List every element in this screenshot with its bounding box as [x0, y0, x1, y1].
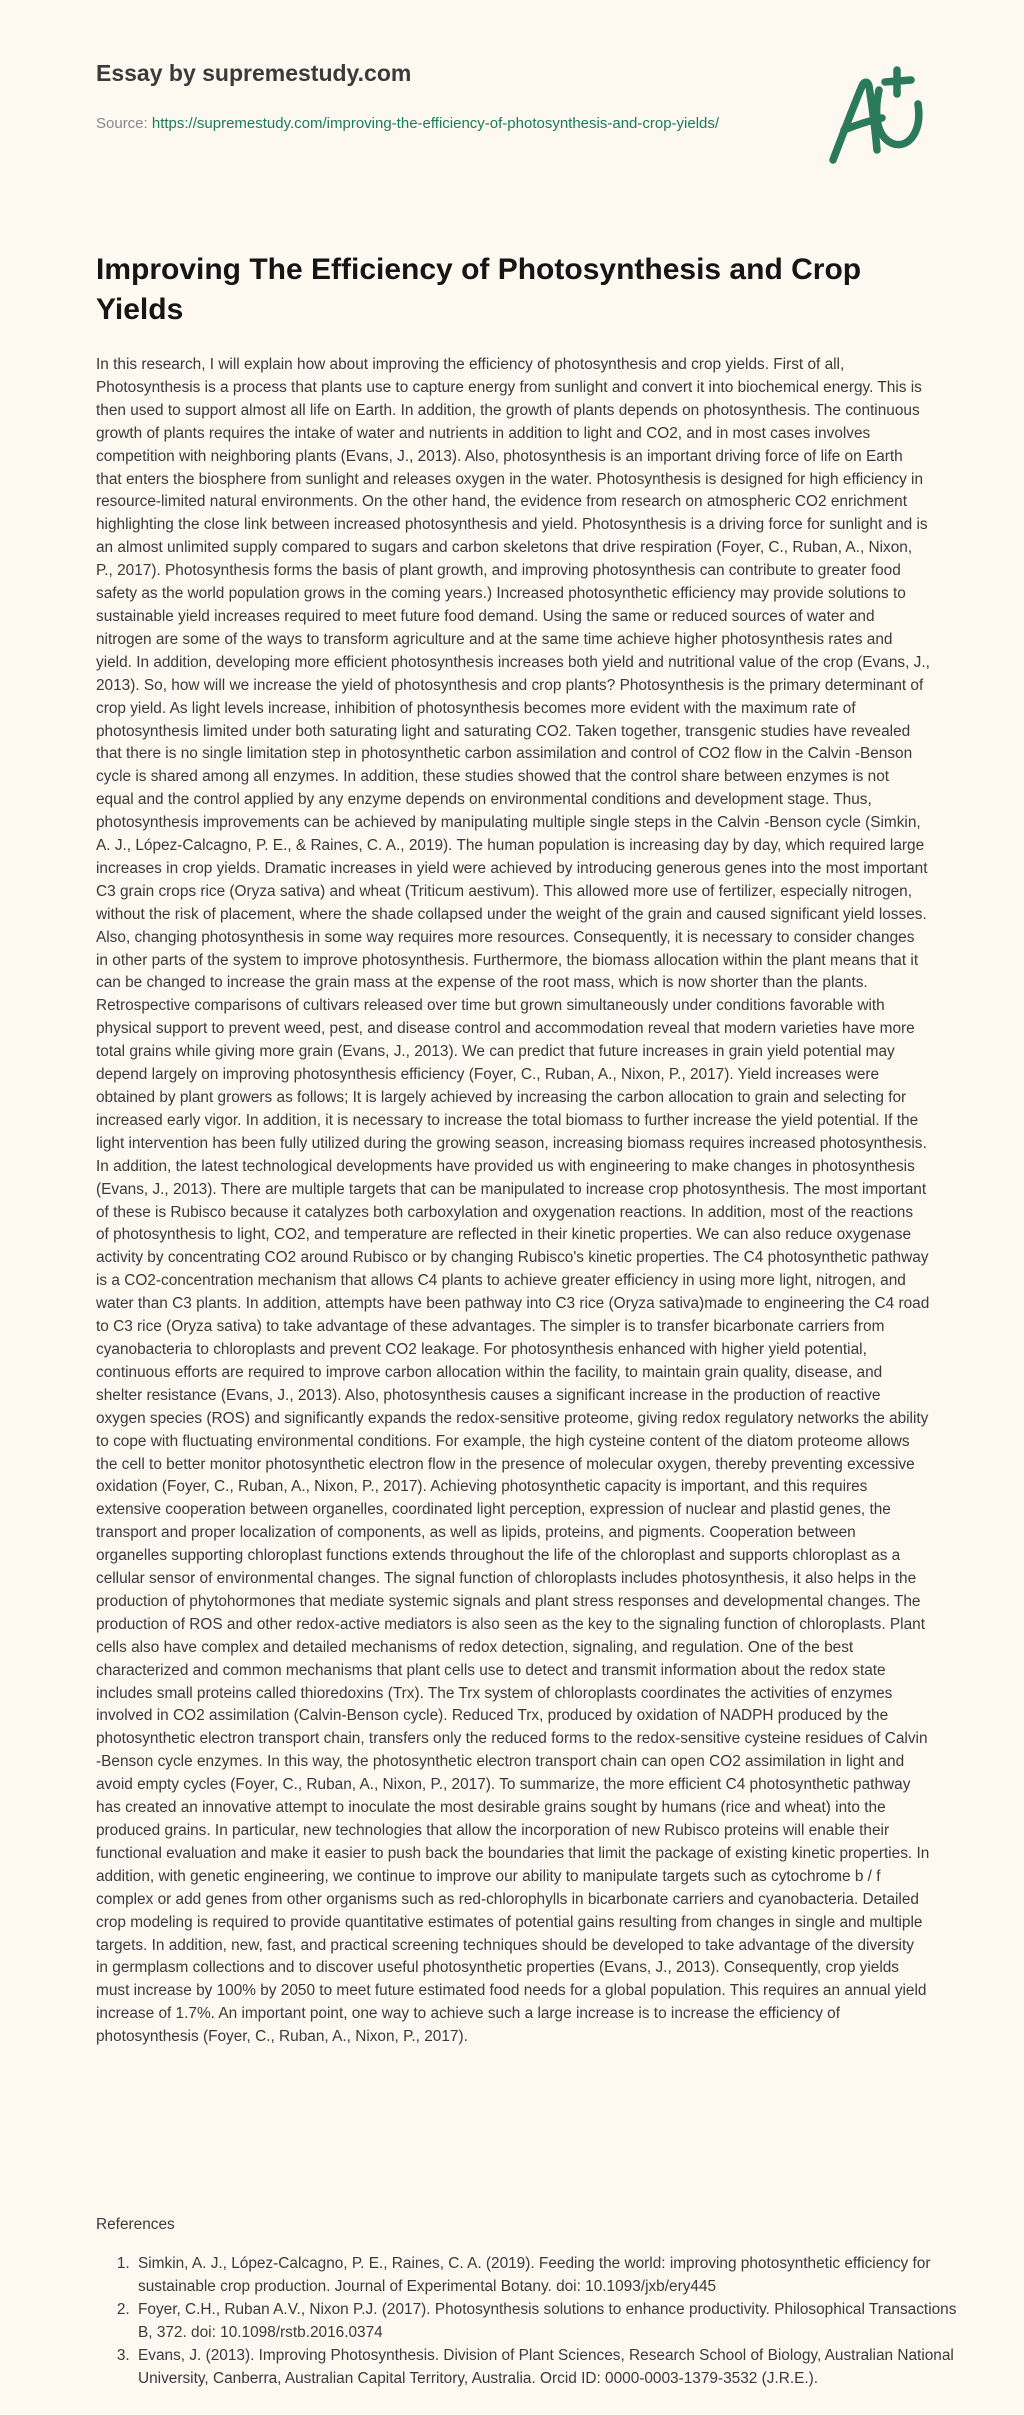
- source-link[interactable]: https://supremestudy.com/improving-the-efficiency-of-photosynthesis-and-crop-yields/: [151, 115, 720, 132]
- page-header: [96, 58, 776, 135]
- reference-item: 2. Foyer, C.H., Ruban A.V., Nixon P.J. (2017). Photosynthesis solutions to enhance productivity. Philosophical Transactions B, 372. doi: 10.1098/rstb.2016.0374: [134, 2299, 968, 2345]
- a-plus-logo-icon: [826, 64, 930, 168]
- source-line: [96, 112, 776, 135]
- essay-body: In this research, I will explain how about improving the efficiency of photosynthesis and crop yields. First of all, Photosynthesis is a process that plants use to capture energy from sunlight and convert it into biochemical energy. This is then used to support almost all life on Earth. In addition, the growth of plants depends on photosynthesis. The continuous growth of plants requires the intake of water and nutrients in addition to light and CO2, and in most cases involves competition with neighboring plants (Evans, J., 2013). Also, photosynthesis is an important driving force of life on Earth that enters the biosphere from sunlight and releases oxygen in the water. Photosynthesis is designed for high efficiency in resource-limited natural environments. On the other hand, the evidence from research on atmospheric CO2 enrichment highlighting the close link between increased photosynthesis and yield. Photosynthesis is a driving force for sunlight and is an almost unlimited supply compared to sugars and carbon skeletons that drive respiration (Foyer, C., Ruban, A., Nixon, P., 2017). Photosynthesis forms the basis of plant growth, and improving photosynthesis can contribute to greater food safety as the world population grows in the coming years.) Increased photosynthetic efficiency may provide solutions to sustainable yield increases required to meet future food demand. Using the same or reduced sources of water and nitrogen are some of the ways to transform agriculture and at the same time achieve higher photosynthesis rates and yield. In addition, developing more efficient photosynthesis increases both yield and nutritional value of the crop (Evans, J., 2013). So, how will we increase the yield of photosynthesis and crop plants? Photosynthesis is the primary determinant of crop yield. As light levels increase, inhibition of photosynthesis becomes more evident with the maximum rate of photosynthesis limited under both saturating light and saturating CO2. Taken together, transgenic studies have revealed that there is no single limitation step in photosynthetic carbon assimilation and control of CO2 flow in the Calvin -Benson cycle is shared among all enzymes. In addition, these studies showed that the control share between enzymes is not equal and the control applied by any enzyme depends on environmental conditions and development stage. Thus, photosynthesis improvements can be achieved by manipulating multiple single steps in the Calvin -Benson cycle (Simkin, A. J., López-Calcagno, P. E., & Raines, C. A., 2019). The human population is increasing day by day, which required large increases in crop yields. Dramatic increases in yield were achieved by introducing generous genes into the most important C3 grain crops rice (Oryza sativa) and wheat (Triticum aestivum). This allowed more use of fertilizer, especially nitrogen, without the risk of placement, where the shade collapsed under the weight of the grain and caused significant yield losses. Also, changing photosynthesis in some way requires more resources. Consequently, it is necessary to consider changes in other parts of the system to improve photosynthesis. Furthermore, the biomass allocation within the plant means that it can be changed to increase the grain mass at the expense of the root mass, which is now shorter than the plants. Retrospective comparisons of cultivars released over time but grown simultaneously under conditions favorable with physical support to prevent weed, pest, and disease control and accommodation reveal that modern varieties have more total grains while giving more grain (Evans, J., 2013). We can predict that future increases in grain yield potential may depend largely on improving photosynthesis efficiency (Foyer, C., Ruban, A., Nixon, P., 2017). Yield increases were obtained by plant growers as follows; It is largely achieved by increasing the carbon allocation to grain and selecting for increased early vigor. In addition, it is necessary to increase the total biomass to further increase the yield potential. If the light intervention has been fully utilized during the growing season, increasing biomass requires increased photosynthesis. In addition, the latest technological developments have provided us with engineering to make changes in photosynthesis (Evans, J., 2013). There are multiple targets that can be manipulated to increase crop photosynthesis. The most important of these is Rubisco because it catalyzes both carboxylation and oxygenation reactions. In addition, most of the reactions of photosynthesis to light, CO2, and temperature are reflected in their kinetic properties. We can also reduce oxygenase activity by concentrating CO2 around Rubisco or by changing Rubisco's kinetic properties. The C4 photosynthetic pathway is a CO2-concentration mechanism that allows C4 plants to achieve greater efficiency in using more light, nitrogen, and water than C3 plants. In addition, attempts have been pathway into C3 rice (Oryza sativa)made to engineering the C4 road to C3 rice (Oryza sativa) to take advantage of these advantages. The simpler is to transfer bicarbonate carriers from cyanobacteria to chloroplasts and prevent CO2 leakage. For photosynthesis enhanced with higher yield potential, continuous efforts are required to improve carbon allocation within the facility, to maintain grain quality, disease, and shelter resistance (Evans, J., 2013). Also, photosynthesis causes a significant increase in the production of reactive oxygen species (ROS) and significantly expands the redox-sensitive proteome, giving redox regulatory networks the ability to cope with fluctuating environmental conditions. For example, the high cysteine content of the diatom proteome allows the cell to better monitor photosynthetic electron flow in the presence of molecular oxygen, thereby preventing excessive oxidation (Foyer, C., Ruban, A., Nixon, P., 2017). Achieving photosynthetic capacity is important, and this requires extensive cooperation between organelles, coordinated light perception, expression of nuclear and plastid genes, the transport and proper localization of components, as well as lipids, proteins, and pigments. Cooperation between organelles supporting chloroplast functions extends throughout the life of the chloroplast and supports chloroplast as a cellular sensor of environmental changes. The signal function of chloroplasts includes photosynthesis, it also helps in the production of phytohormones that mediate systemic signals and plant stress responses and developmental changes. The production of ROS and other redox-active mediators is also seen as the key to the signaling function of chloroplasts. Plant cells also have complex and detailed mechanisms of redox detection, signaling, and regulation. One of the best characterized and common mechanisms that plant cells use to detect and transmit information about the redox state includes small proteins called thioredoxins (Trx). The Trx system of chloroplasts coordinates the activities of enzymes involved in CO2 assimilation (Calvin-Benson cycle). Reduced Trx, produced by oxidation of NADPH produced by the photosynthetic electron transport chain, transfers only the reduced forms to the redox-sensitive cysteine residues of Calvin -Benson cycle enzymes. In this way, the photosynthetic electron transport chain can open CO2 assimilation in light and avoid empty cycles (Foyer, C., Ruban, A., Nixon, P., 2017). To summarize, the more efficient C4 photosynthetic pathway has created an innovative attempt to inoculate the most desirable grains sought by humans (rice and wheat) into the produced grains. In particular, new technologies that allow the incorporation of new Rubisco proteins will enable their functional evaluation and make it easier to push back the boundaries that limit the package of existing kinetic properties. In addition, with genetic engineering, we continue to improve our ability to manipulate targets such as cytochrome b / f complex or add genes from other organisms such as red-chlorophylls in bicarbonate carriers and cyanobacteria. Detailed crop modeling is required to provide quantitative estimates of potential gains resulting from changes in single and multiple targets. In addition, new, fast, and practical screening techniques should be developed to take advantage of the diversity in germplasm collections and to discover useful photosynthetic properties (Evans, J., 2013). Consequently, crop yields must increase by 100% by 2050 to meet future estimated food needs for a global population. This requires an annual yield increase of 1.7%. An important point, one way to achieve such a large increase is to increase the efficiency of photosynthesis (Foyer, C., Ruban, A., Nixon, P., 2017).: [96, 356, 930, 2046]
- reference-item: 1. Simkin, A. J., López-Calcagno, P. E., Raines, C. A. (2019). Feeding the world: improving photosynthetic efficiency for sustainable crop production. Journal of Experimental Botany. doi: 10.1093/jxb/ery445: [134, 2253, 968, 2299]
- references-list: [96, 2253, 968, 2390]
- source-label: Source:: [96, 115, 148, 132]
- references-heading: References: [96, 2216, 175, 2233]
- essay-title: Improving The Efficiency of Photosynthesis and Crop Yields: [96, 253, 862, 326]
- site-title: Essay by supremestudy.com: [96, 60, 412, 86]
- reference-item: 3. Evans, J. (2013). Improving Photosynthesis. Division of Plant Sciences, Research School of Biology, Australian National University, Canberra, Australian Capital Territory, Australia. Orcid ID: 0000-0003-1379-3532 (J.R.E.).: [134, 2345, 968, 2391]
